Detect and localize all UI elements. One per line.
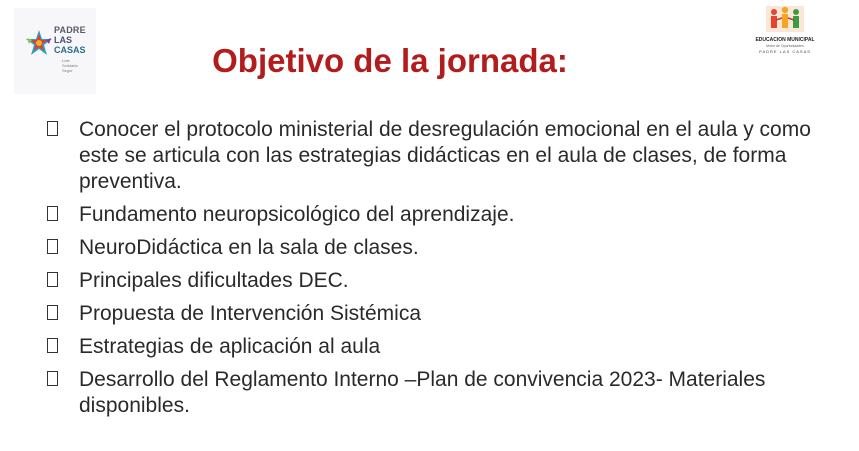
list-item-text: Estrategias de aplicación al aula [79,335,381,358]
list-item-text: Propuesta de Intervención Sistémica [79,302,422,325]
square-bullet-icon [47,206,58,221]
list-item-text: Conocer el protocolo ministerial de desregulación emocional en el aula y como este se articula con las estrategias didácticas en el aula de clases, de forma preventiva. [79,118,811,193]
list-item-text: Desarrollo del Reglamento Interno –Plan de convivencia 2023- Materiales disponibles. [79,368,766,417]
square-bullet-icon [47,121,58,136]
list-item [44,334,834,360]
list-item [44,367,834,419]
logo-left-tagline-1: Lote [62,58,70,63]
children-figures-icon [766,4,804,34]
list-item-text: Fundamento neuropsicológico del aprendizaje. [79,203,515,226]
list-item [44,235,834,261]
logo-right-line3: PADRE LAS CASAS [759,49,811,54]
square-bullet-icon [47,305,58,320]
square-bullet-icon [47,338,58,353]
list-item [44,268,834,294]
square-bullet-icon [47,239,58,254]
slide-title: Objetivo de la jornada: [212,42,568,79]
logo-right-line2: Motor de Oportunidades [766,44,804,48]
list-item [44,202,834,228]
logo-left-line3: CASAS [54,45,86,55]
list-item [44,117,834,195]
objectives-list [44,117,834,426]
square-bullet-icon [47,371,58,386]
logo-left-line1: PADRE [54,25,86,35]
logo-left-line2: LAS [54,35,72,45]
list-item [44,301,834,327]
logo-left-tagline-3: Segur [62,68,73,73]
logo-right-line1: EDUCACION MUNICIPAL [755,37,815,43]
list-item-text: Principales dificultades DEC. [79,269,349,292]
square-bullet-icon [47,272,58,287]
logo-left-tagline-2: Solidaria [62,63,78,68]
list-item-text: NeuroDidáctica en la sala de clases. [79,236,419,259]
